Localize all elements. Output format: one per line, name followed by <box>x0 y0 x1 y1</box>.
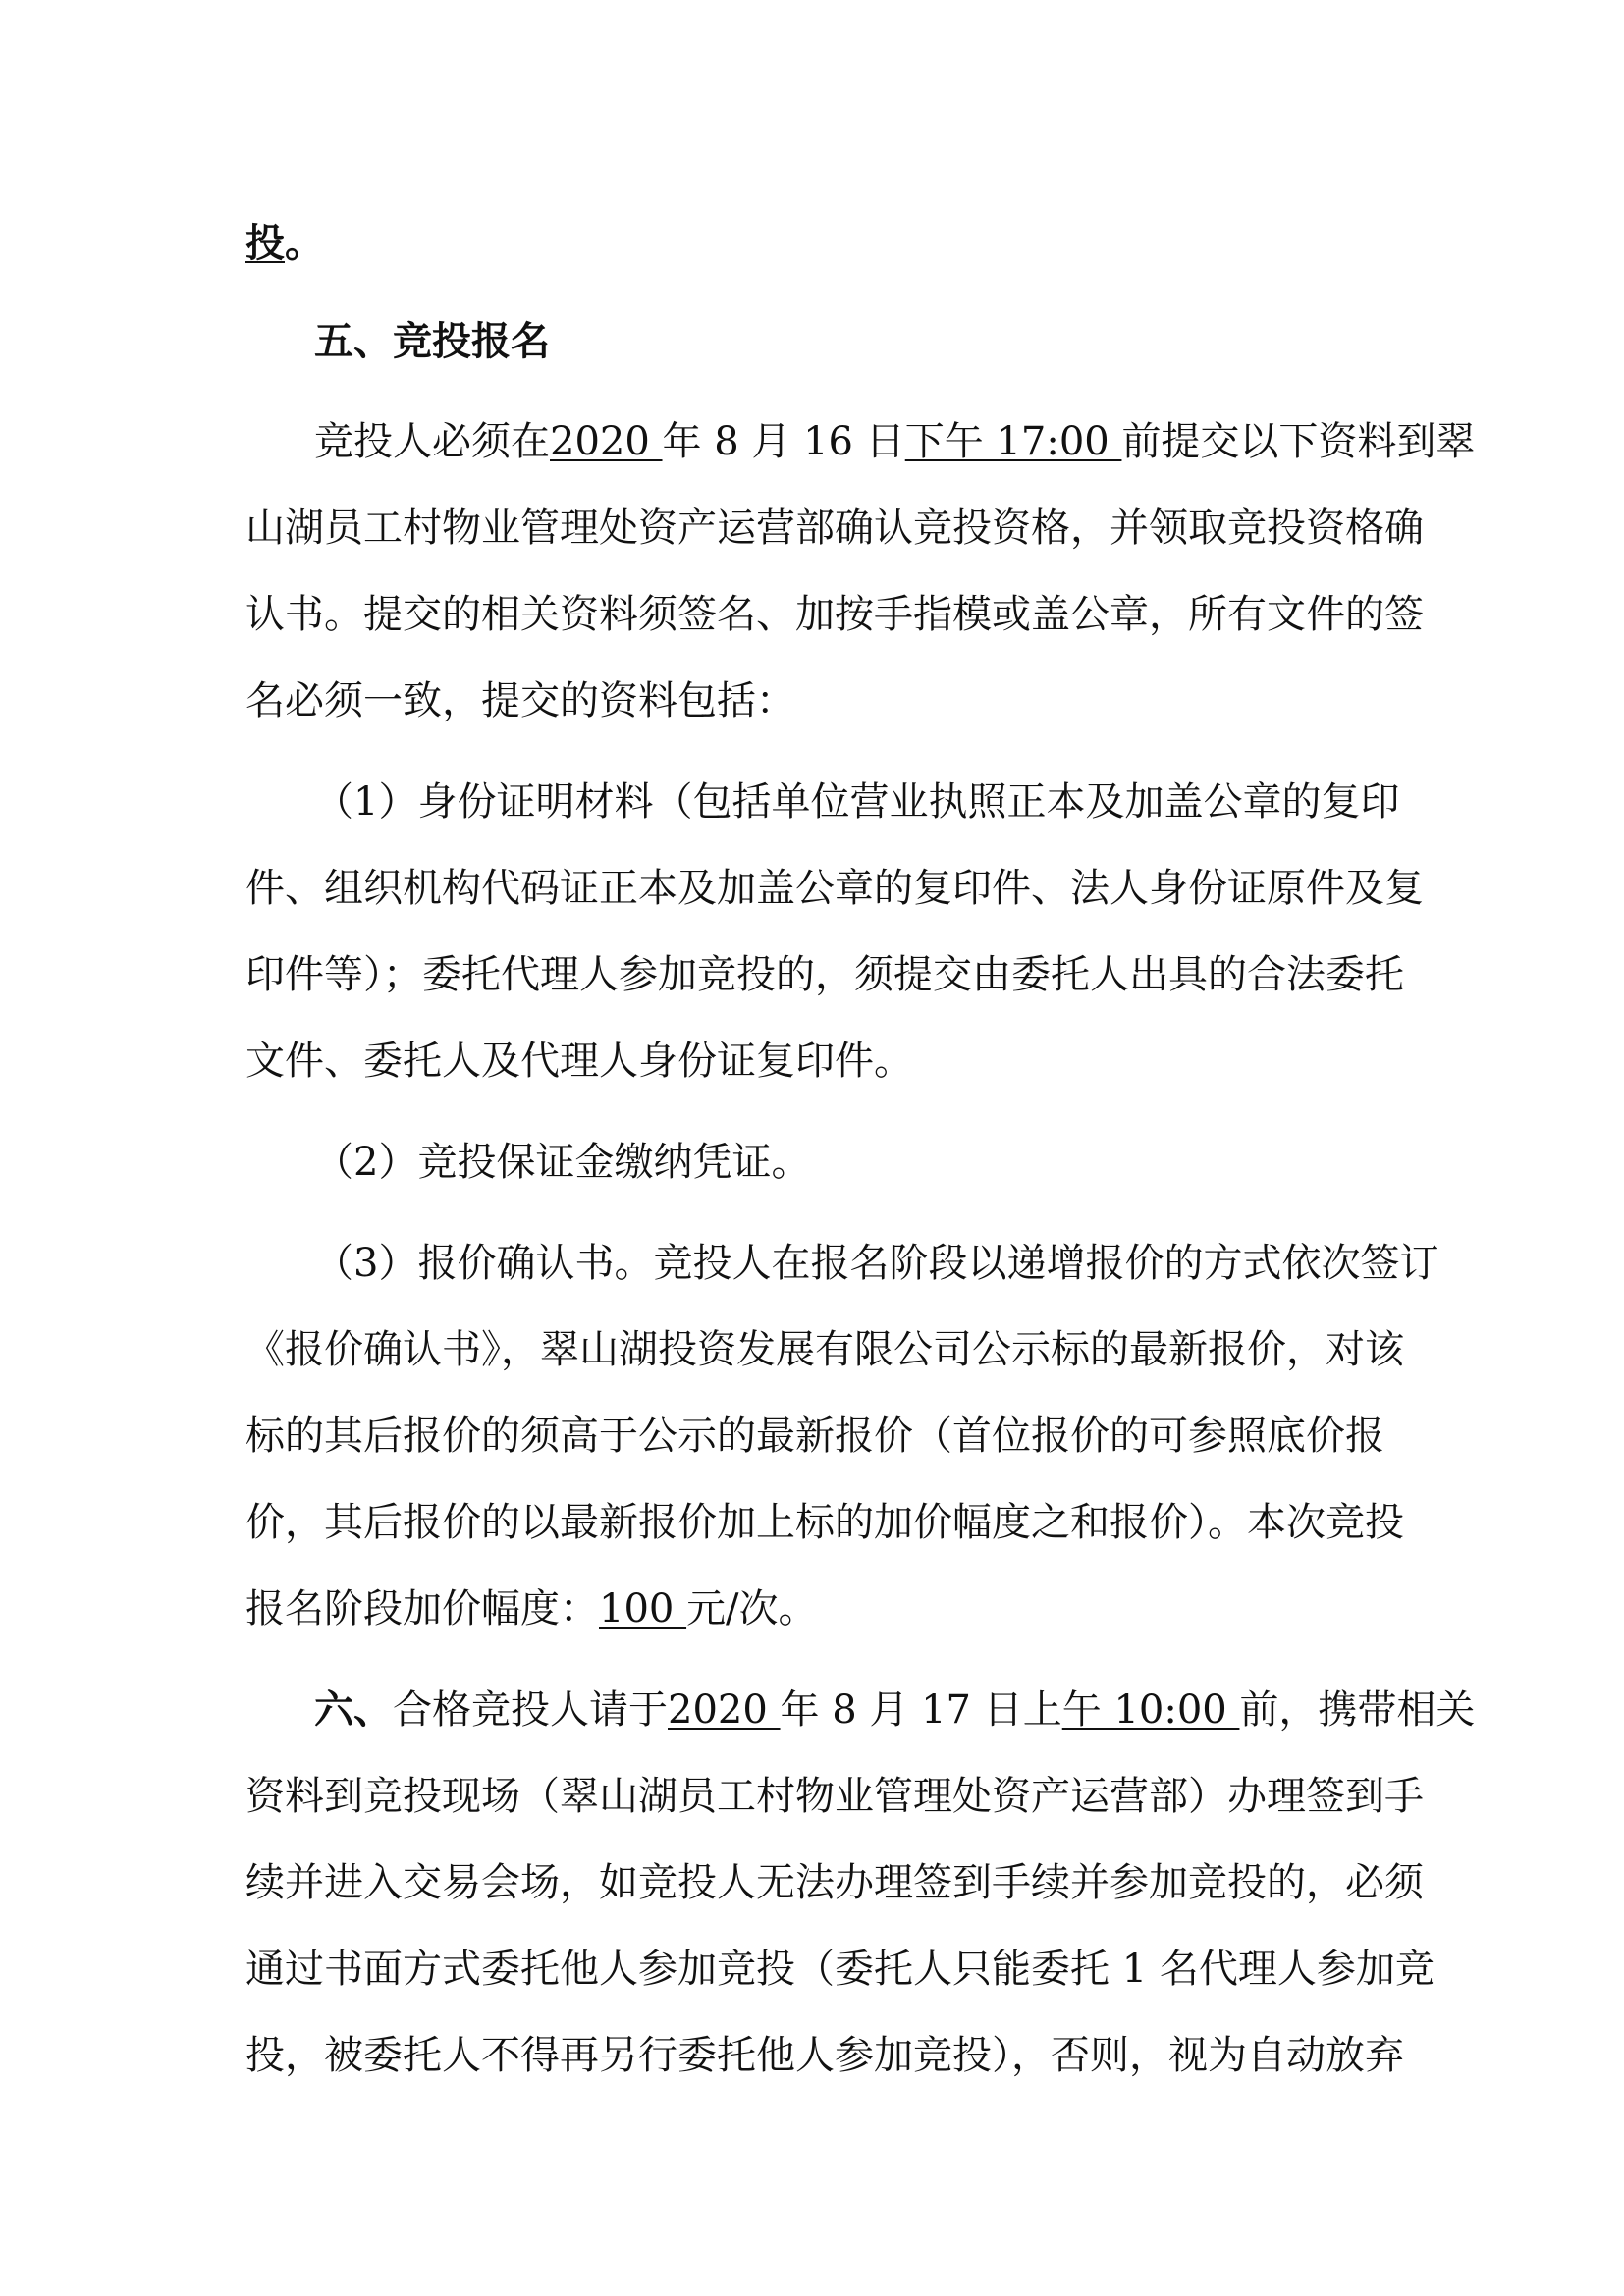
text-line <box>245 1767 1624 1826</box>
text-line <box>245 1032 1624 1091</box>
text-line <box>245 585 1624 644</box>
text-span: 下午 17:00 <box>904 419 1122 464</box>
text-span: 通过书面方式委托他人参加竞投（委托人只能委托 1 名代理人参加竞 <box>245 1947 1435 1992</box>
text-span: 100 <box>599 1586 687 1631</box>
text-span: 投 <box>245 220 285 266</box>
text-span: 。 <box>285 220 324 266</box>
text-line <box>245 1407 1624 1466</box>
text-line <box>245 671 1624 730</box>
text-span: 合格竞投人请于 <box>393 1687 668 1733</box>
text-span: 件、组织机构代码证正本及加盖公章的复印件、法人身份证原件及复 <box>245 866 1424 911</box>
text-line <box>245 1579 1624 1638</box>
text-line <box>245 1940 1624 1999</box>
text-span: 山湖员工村物业管理处资产运营部确认竞投资格，并领取竞投资格确 <box>245 506 1424 551</box>
text-span: 2020 <box>668 1687 781 1733</box>
text-span: 前提交以下资料到翠 <box>1121 419 1476 464</box>
text-line <box>245 1853 1624 1912</box>
text-span: 续并进入交易会场，如竞投人无法办理签到手续并参加竞投的，必须 <box>245 1860 1424 1905</box>
text-span: 报名阶段加价幅度： <box>245 1586 599 1631</box>
text-line <box>314 773 1624 831</box>
text-line <box>314 1133 1624 1192</box>
text-line <box>245 945 1624 1004</box>
text-span: 名必须一致，提交的资料包括： <box>245 678 795 723</box>
text-span: 前，携带相关 <box>1239 1687 1476 1733</box>
text-line <box>245 1320 1624 1379</box>
text-line <box>245 499 1624 558</box>
text-line <box>314 1234 1624 1293</box>
section-heading <box>314 312 1624 371</box>
text-span: 元/次。 <box>686 1586 818 1631</box>
text-span: 印件等）；委托代理人参加竞投的，须提交由委托人出具的合法委托 <box>245 952 1404 997</box>
text-span: 资料到竞投现场（翠山湖员工村物业管理处资产运营部）办理签到手 <box>245 1774 1424 1819</box>
text-span: （2）竞投保证金缴纳凭证。 <box>314 1140 811 1185</box>
text-line <box>245 859 1624 918</box>
text-span: 2020 <box>550 419 663 464</box>
text-line <box>245 1493 1624 1552</box>
text-span: 价，其后报价的以最新报价加上标的加价幅度之和报价）。本次竞投 <box>245 1500 1404 1545</box>
text-span: 标的其后报价的须高于公示的最新报价（首位报价的可参照底价报 <box>245 1414 1384 1459</box>
text-span: 竞投人必须在 <box>314 419 550 464</box>
text-span: （1）身份证明材料（包括单位营业执照正本及加盖公章的复印 <box>314 779 1400 825</box>
text-span: 文件、委托人及代理人身份证复印件。 <box>245 1039 913 1084</box>
text-span: 六、 <box>314 1686 393 1733</box>
text-span: 午 10:00 <box>1061 1687 1240 1733</box>
text-line <box>314 412 1624 471</box>
text-span: 年 8 月 16 日 <box>662 419 905 464</box>
text-span: （3）报价确认书。竞投人在报名阶段以递增报价的方式依次签订 <box>314 1241 1439 1286</box>
text-span: 投，被委托人不得再另行委托他人参加竞投），否则，视为自动放弃 <box>245 2033 1404 2078</box>
text-span: 五、竞投报名 <box>314 318 550 364</box>
text-line <box>245 2026 1624 2085</box>
text-span: 年 8 月 17 日上 <box>780 1687 1062 1733</box>
text-span: 认书。提交的相关资料须签名、加按手指模或盖公章，所有文件的签 <box>245 592 1424 637</box>
text-span: 《报价确认书》，翠山湖投资发展有限公司公示标的最新报价，对该 <box>245 1327 1404 1372</box>
text-line <box>314 1681 1624 1739</box>
text-line <box>245 214 1624 273</box>
